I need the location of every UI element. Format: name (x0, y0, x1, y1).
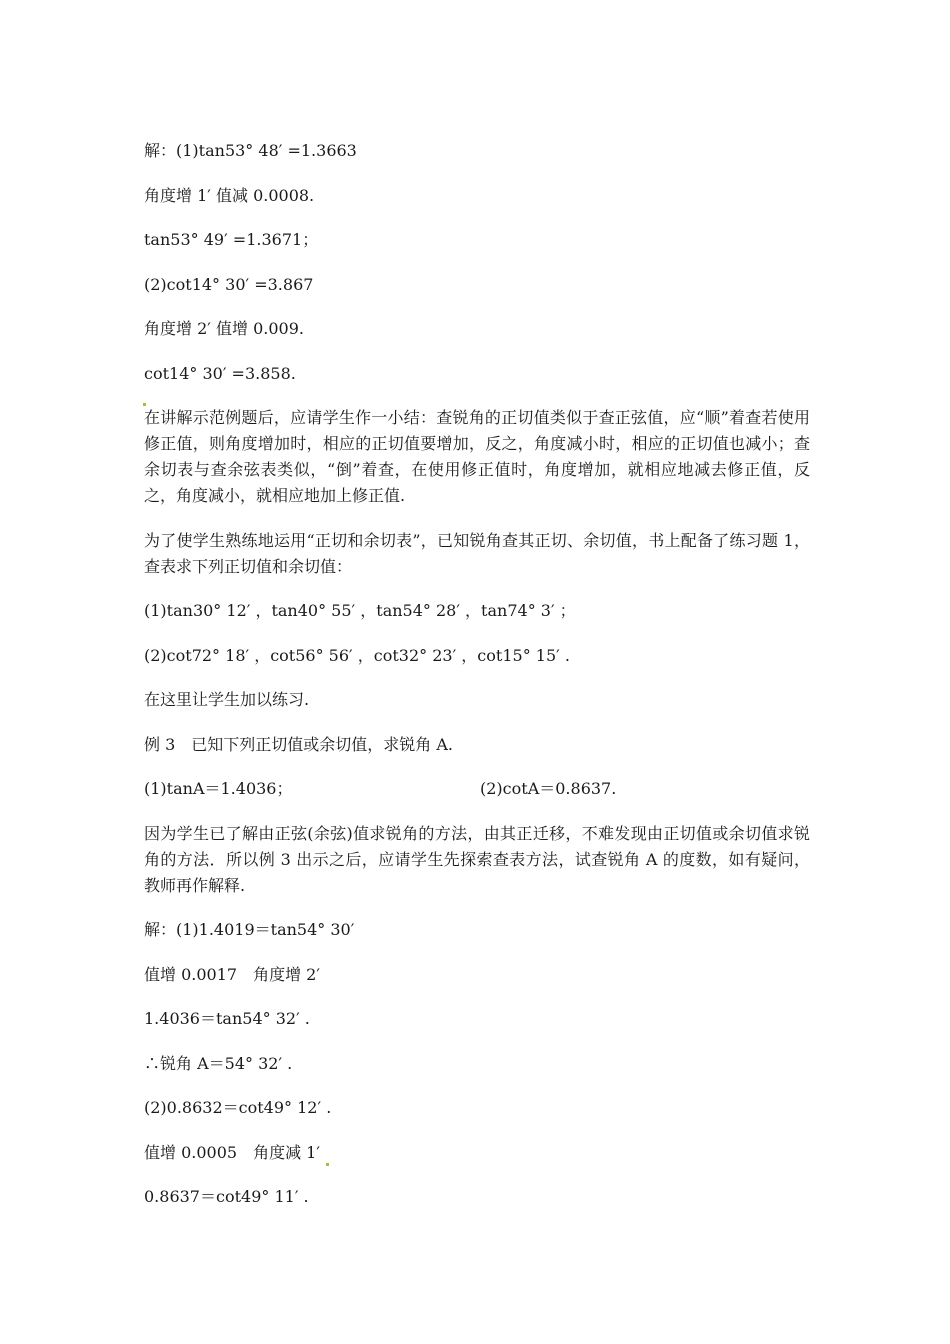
example-3-item-2: (2)cotA＝0.8637. (480, 779, 617, 798)
solution-2-line-3: 1.4036＝tan54° 32′ . (144, 1009, 310, 1028)
marker-dot (326, 1163, 329, 1166)
solution-line-2: 角度增 1′ 值减 0.0008. (144, 185, 315, 205)
document-body (144, 138, 810, 1229)
solution-2-line-1: 解：(1)1.4019＝tan54° 30′ (144, 920, 355, 939)
solution-line-4: (2)cot14° 30′ =3.867 (144, 274, 314, 294)
exercise-intro-paragraph: 为了使学生熟练地运用“正切和余切表”，已知锐角查其正切、余切值，书上配备了练习题 1，查表求下列正切值和余切值： (144, 530, 810, 576)
example-3-item-1: (1)tanA＝1.4036； (144, 779, 293, 798)
solution-2-line-7: 0.8637＝cot49° 11′ . (144, 1187, 309, 1206)
solution-2-line-2: 值增 0.0017 角度增 2′ (144, 964, 320, 984)
solution-2-line-4: ∴锐角 A＝54° 32′ . (144, 1053, 293, 1073)
solution-2-line-6: 值增 0.0005 角度减 1′ (144, 1142, 320, 1162)
method-paragraph: 因为学生已了解由正弦(余弦)值求锐角的方法，由其正迁移，不难发现由正切值或余切值求锐角的方法．所以例 3 出示之后，应请学生先探索查表方法，试查锐角 A 的度数，如有疑问，教师再作解释. (144, 823, 810, 895)
exercise-tan-line: (1)tan30° 12′ ，tan40° 55′ ，tan54° 28′ ，tan74° 3′ ； (144, 601, 576, 620)
exercise-cot-line: (2)cot72° 18′ ，cot56° 56′ ，cot32° 23′ ，cot15° 15′ . (144, 645, 570, 665)
practice-note: 在这里让学生加以练习. (144, 690, 310, 709)
solution-line-6: cot14° 30′ =3.858. (144, 363, 296, 383)
marker-dot (143, 403, 146, 406)
solution-line-1: 解：(1)tan53° 48′ =1.3663 (144, 141, 357, 160)
solution-line-5: 角度增 2′ 值增 0.009. (144, 319, 304, 338)
example-3-heading: 例 3 已知下列正切值或余切值，求锐角 A. (144, 734, 453, 754)
summary-paragraph: 在讲解示范例题后，应请学生作一小结：查锐角的正切值类似于查正弦值，应“顺”着查若使用修正值，则角度增加时，相应的正切值要增加，反之，角度减小时，相应的正切值也减小；查余切表与查余弦表类似，“倒”着查，在使用修正值时，角度增加，就相应地减去修正值，反之，角度减小，就相应地加上修正值. (144, 408, 810, 505)
solution-2-line-5: (2)0.8632＝cot49° 12′ . (144, 1098, 332, 1117)
solution-line-3: tan53° 49′ =1.3671； (144, 230, 319, 249)
example-3-items (144, 776, 810, 802)
